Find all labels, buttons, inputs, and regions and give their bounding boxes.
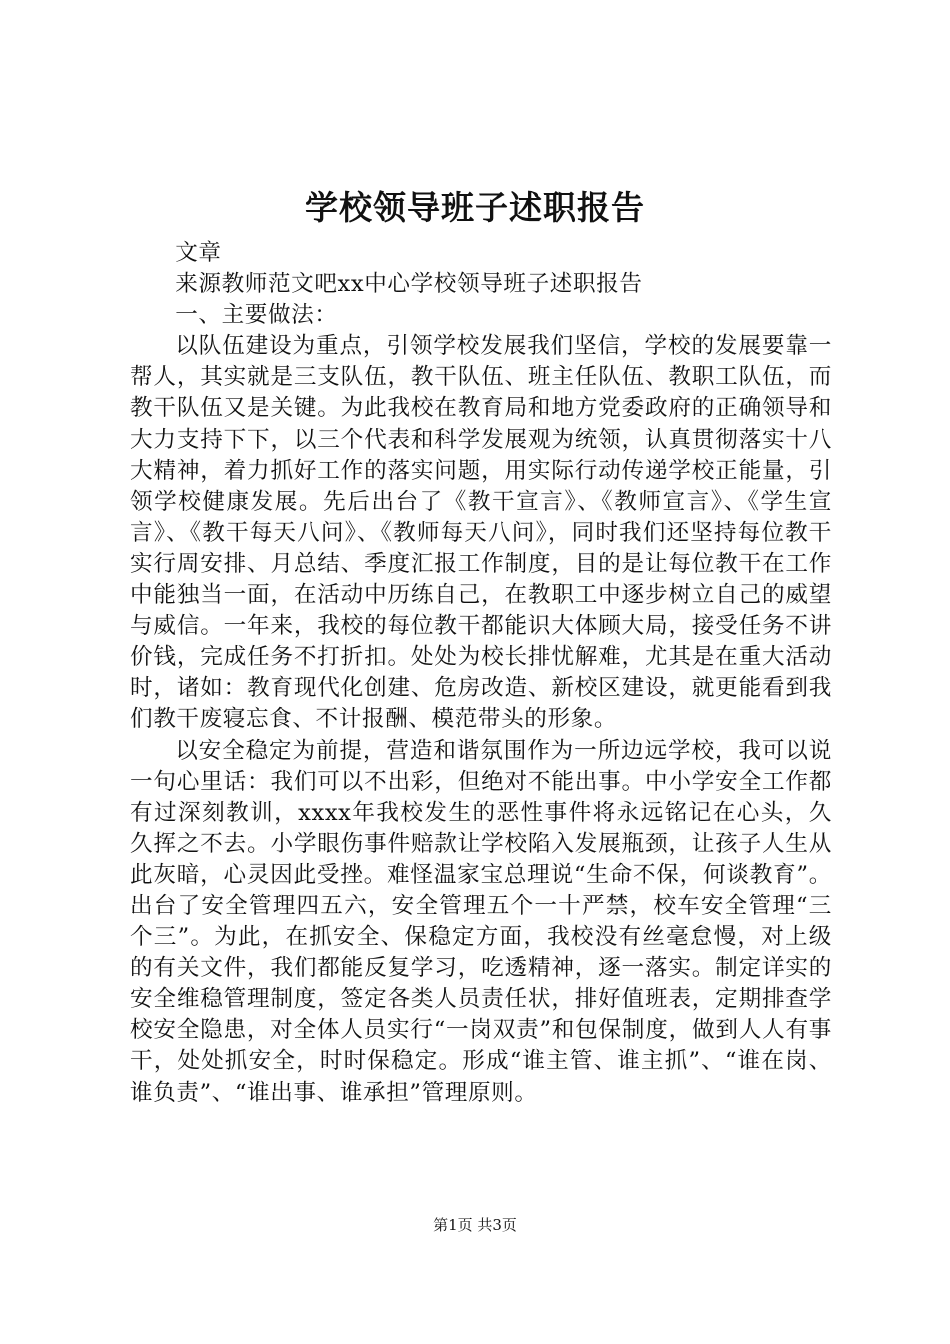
document-body xyxy=(130,238,832,1109)
page-footer: 第1页 共3页 xyxy=(433,1216,517,1234)
paragraph-team-building: 以队伍建设为重点，引领学校发展我们坚信，学校的发展要靠一帮人，其实就是三支队伍，教干队伍、班主任队伍、教职工队伍，而教干队伍又是关键。为此我校在教育局和地方党委政府的正确领导和大力支持下下，以三个代表和科学发展观为统领，认真贯彻落实十八大精神，着力抓好工作的落实问题，用实际行动传递学校正能量，引领学校健康发展。先后出台了《教干宣言》、《教师宣言》、《学生宣言》、《教干每天八问》、《教师每天八问》，同时我们还坚持每位教干实行周安排、月总结、季度汇报工作制度，目的是让每位教干在工作中能独当一面，在活动中历练自己，在教职工中逐步树立自己的威望与威信。一年来，我校的每位教干都能识大体顾大局，接受任务不讲价钱，完成任务不打折扣。处处为校长排忧解难，尤其是在重大活动时，诸如：教育现代化创建、危房改造、新校区建设，就更能看到我们教干废寝忘食、不计报酬、模范带头的形象。 xyxy=(130,333,832,733)
paragraph-safety: 以安全稳定为前提，营造和谐氛围作为一所边远学校，我可以说一句心里话：我们可以不出彩，但绝对不能出事。中小学安全工作都有过深刻教训，xxxx年我校发生的恶性事件将永远铭记在心头，久久挥之不去。小学眼伤事件赔款让学校陷入发展瓶颈，让孩子人生从此灰暗，心灵因此受挫。难怪温家宝总理说“生命不保，何谈教育”。出台了安全管理四五六，安全管理五个一十严禁，校车安全管理“三个三”。为此，在抓安全、保稳定方面，我校没有丝毫怠慢，对上级的有关文件，我们都能反复学习，吃透精神，逐一落实。制定详实的安全维稳管理制度，签定各类人员责任状，排好值班表，定期排查学校安全隐患，对全体人员实行“一岗双责”和包保制度，做到人人有事干，处处抓安全，时时保稳定。形成“谁主管、谁主抓”、“谁在岗、谁负责”、“谁出事、谁承担”管理原则。 xyxy=(130,737,832,1106)
section-heading: 一、主要做法： xyxy=(175,302,338,329)
paragraph-source-line: 来源教师范文吧xx中心学校领导班子述职报告 xyxy=(175,271,643,298)
paragraph-source-label: 文章 xyxy=(175,240,222,266)
document-title: 学校领导班子述职报告 xyxy=(305,188,645,227)
